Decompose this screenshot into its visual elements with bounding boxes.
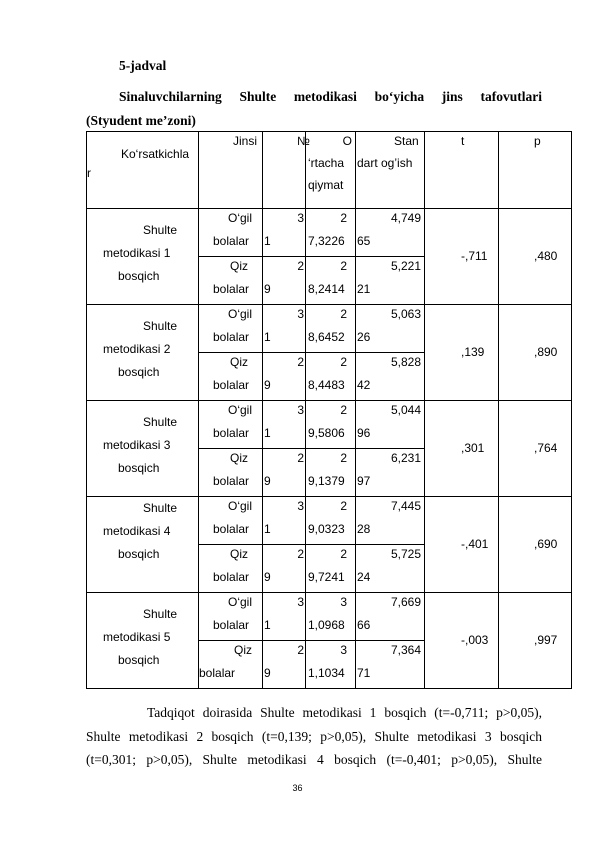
sex-cell [199,257,263,305]
sd-cell [356,641,425,689]
mean-text: 9,5806 [308,426,345,440]
p-cell [499,497,572,593]
sd-cell [356,545,425,593]
indicator-text: Shulte [143,501,178,515]
sd-text: 5,221 [390,259,421,273]
sd-text: 97 [357,474,371,488]
sd-text: 5,725 [390,547,421,561]
sex-text: bolalar [213,522,250,536]
count-text: 9 [264,474,271,488]
count-text: 2 [297,355,304,369]
sd-text: 65 [357,234,371,248]
sd-cell [356,257,425,305]
header-sex [199,132,263,209]
t-value: -,003 [461,632,489,647]
count-text: 9 [264,282,271,296]
mean-cell [306,401,356,449]
mean-text: 2 [340,403,347,417]
indicator-text: Shulte [143,415,178,429]
sd-text: 5,828 [390,355,421,369]
indicator-text: metodikasi 4 [103,524,171,538]
indicator-text: bosqich [118,547,160,561]
sd-cell [356,353,425,401]
indicator-text: metodikasi 1 [103,246,171,260]
p-cell [499,209,572,305]
count-cell [263,209,306,257]
table-subtitle: (Styudent me’zoni) [86,113,196,128]
indicator-cell [87,209,199,305]
t-cell [425,209,499,305]
count-text: 9 [264,378,271,392]
header-indicator [87,132,199,209]
indicator-cell [87,593,199,689]
sd-text: 66 [357,618,371,632]
indicator-text: bosqich [118,365,160,379]
indicator-text: Shulte [143,319,178,333]
t-cell [425,593,499,689]
p-value: ,480 [534,248,558,263]
table-label: 5-jadval [119,58,167,73]
count-text: 3 [297,595,304,609]
sex-text: bolalar [213,378,250,392]
sd-text: 96 [357,426,371,440]
p-cell [499,305,572,401]
mean-text: 3 [340,595,347,609]
title-word: Sinaluvchilarning [119,89,222,104]
header-text: Stan [394,134,419,148]
count-cell [263,353,306,401]
header-text: O [342,134,352,148]
p-cell [499,401,572,497]
indicator-text: Shulte [143,223,178,237]
count-text: 2 [297,547,304,561]
mean-text: 8,2414 [308,282,345,296]
header-t [425,132,499,209]
p-value: ,997 [534,632,558,647]
p-value: ,690 [534,536,558,551]
sd-text: 5,063 [390,307,421,321]
sd-text: 7,445 [390,499,421,513]
indicator-text: bosqich [118,269,160,283]
count-cell [263,641,306,689]
p-cell [499,593,572,689]
sex-text: Qiz [230,259,248,273]
indicator-text: metodikasi 5 [103,630,171,644]
header-text: r [87,166,91,180]
count-cell [263,305,306,353]
header-text: ‘rtacha [308,156,345,170]
sd-text: 21 [357,282,371,296]
mean-text: 2 [340,451,347,465]
mean-cell [306,353,356,401]
paragraph-line: Tadqiqot doirasida Shulte metodikasi 1 bosqich (t=-0,711; p>0,05), [147,705,542,720]
title-word: tafovutlari [480,89,542,104]
header-sd [356,132,425,209]
sex-text: O‘gil [227,307,252,321]
count-text: 2 [297,451,304,465]
sd-cell [356,401,425,449]
p-value: ,764 [534,440,558,455]
count-cell [263,401,306,449]
t-value: -,711 [461,248,488,263]
page-number: 36 [292,783,303,793]
mean-text: 2 [340,259,347,273]
sex-text: bolalar [213,474,250,488]
sd-text: 6,231 [390,451,421,465]
mean-text: 7,3226 [308,234,345,248]
t-value: ,139 [461,344,485,359]
title-word: bo‘yicha [374,89,425,104]
mean-cell [306,449,356,497]
mean-text: 3 [340,643,347,657]
mean-cell [306,545,356,593]
mean-cell [306,641,356,689]
sex-cell [199,353,263,401]
header-mean [306,132,356,209]
sex-text: Qiz [234,643,252,657]
t-value: -,401 [461,536,489,551]
header-text: t [461,134,465,148]
header-row [87,132,572,209]
indicator-text: Shulte [143,607,178,621]
mean-text: 9,1379 [308,474,345,488]
count-cell [263,497,306,545]
header-text: № [297,134,310,148]
mean-text: 2 [340,211,347,225]
sex-cell [199,593,263,641]
sex-cell [199,305,263,353]
table-row [87,497,572,545]
table-title [119,89,542,105]
indicator-cell [87,401,199,497]
count-cell [263,593,306,641]
sex-text: O‘gil [227,499,252,513]
header-text: qiymat [308,178,344,192]
mean-text: 1,1034 [308,666,345,680]
header-number [263,132,310,209]
count-text: 2 [297,643,304,657]
sd-text: 7,669 [390,595,421,609]
sd-cell [356,593,425,641]
count-text: 3 [297,403,304,417]
mean-text: 1,0968 [308,618,345,632]
t-cell [425,305,499,401]
sex-text: bolalar [213,234,250,248]
sex-text: bolalar [199,666,236,680]
header-text: Ko‘rsatkichla [121,147,190,161]
sex-text: bolalar [213,618,250,632]
mean-cell [306,497,356,545]
count-text: 3 [297,211,304,225]
title-word: metodikasi [293,89,357,104]
sex-text: Qiz [230,355,248,369]
count-text: 1 [264,522,271,536]
sd-cell [356,305,425,353]
title-word: Shulte [239,89,277,104]
sex-cell [199,449,263,497]
sex-text: O‘gil [227,595,252,609]
mean-text: 8,4483 [308,378,345,392]
sd-text: 71 [357,666,371,680]
sd-text: 26 [357,330,371,344]
sex-text: bolalar [213,282,250,296]
count-cell [263,257,306,305]
count-cell [263,449,306,497]
paragraph-line: (t=0,301; p>0,05), Shulte metodikasi 4 bosqich (t=-0,401; p>0,05), Shulte [86,752,542,767]
table-row [87,593,572,641]
sd-text: 42 [357,378,371,392]
table-row [87,209,572,257]
mean-text: 2 [340,307,347,321]
sd-text: 5,044 [390,403,421,417]
count-text: 1 [264,330,271,344]
count-text: 1 [264,234,271,248]
title-word: jins [441,89,463,104]
sex-text: O‘gil [227,211,252,225]
mean-text: 2 [340,499,347,513]
sd-text: 4,749 [390,211,421,225]
sex-text: Qiz [230,547,248,561]
indicator-cell [87,305,199,401]
mean-cell [306,257,356,305]
sex-text: Qiz [230,451,248,465]
p-value: ,890 [534,344,558,359]
count-text: 3 [297,307,304,321]
body-paragraph [86,701,542,772]
t-value: ,301 [461,440,485,455]
sex-cell [199,401,263,449]
mean-text: 2 [340,355,347,369]
sex-cell [199,641,263,689]
mean-cell [306,305,356,353]
mean-text: 8,6452 [308,330,345,344]
sd-cell [356,497,425,545]
sex-text: bolalar [213,570,250,584]
sd-text: 28 [357,522,371,536]
mean-text: 9,0323 [308,522,345,536]
mean-text: 2 [340,547,347,561]
header-p [499,132,572,209]
table-row [87,401,572,449]
count-text: 2 [297,259,304,273]
sex-text: bolalar [213,426,250,440]
results-table [86,131,572,689]
count-text: 9 [264,570,271,584]
t-cell [425,401,499,497]
count-text: 9 [264,666,271,680]
sd-cell [356,449,425,497]
count-cell [263,545,306,593]
sd-cell [356,209,425,257]
sex-text: O‘gil [227,403,252,417]
header-text: Jinsi [233,134,258,148]
header-text: dart og’ish [357,156,413,170]
sex-text: bolalar [213,330,250,344]
sex-cell [199,209,263,257]
indicator-text: metodikasi 2 [103,342,171,356]
indicator-text: bosqich [118,461,160,475]
indicator-cell [87,497,199,593]
sex-cell [199,545,263,593]
count-text: 1 [264,426,271,440]
mean-cell [306,209,356,257]
mean-text: 9,7241 [308,570,345,584]
indicator-text: bosqich [118,653,160,667]
t-cell [425,497,499,593]
sex-cell [199,497,263,545]
header-text: p [534,134,541,148]
table-row [87,305,572,353]
mean-cell [306,593,356,641]
count-text: 1 [264,618,271,632]
sd-text: 24 [357,570,371,584]
count-text: 3 [297,499,304,513]
indicator-text: metodikasi 3 [103,438,171,452]
paragraph-line: Shulte metodikasi 2 bosqich (t=0,139; p>0,05), Shulte metodikasi 3 bosqich [86,728,542,744]
sd-text: 7,364 [390,643,421,657]
